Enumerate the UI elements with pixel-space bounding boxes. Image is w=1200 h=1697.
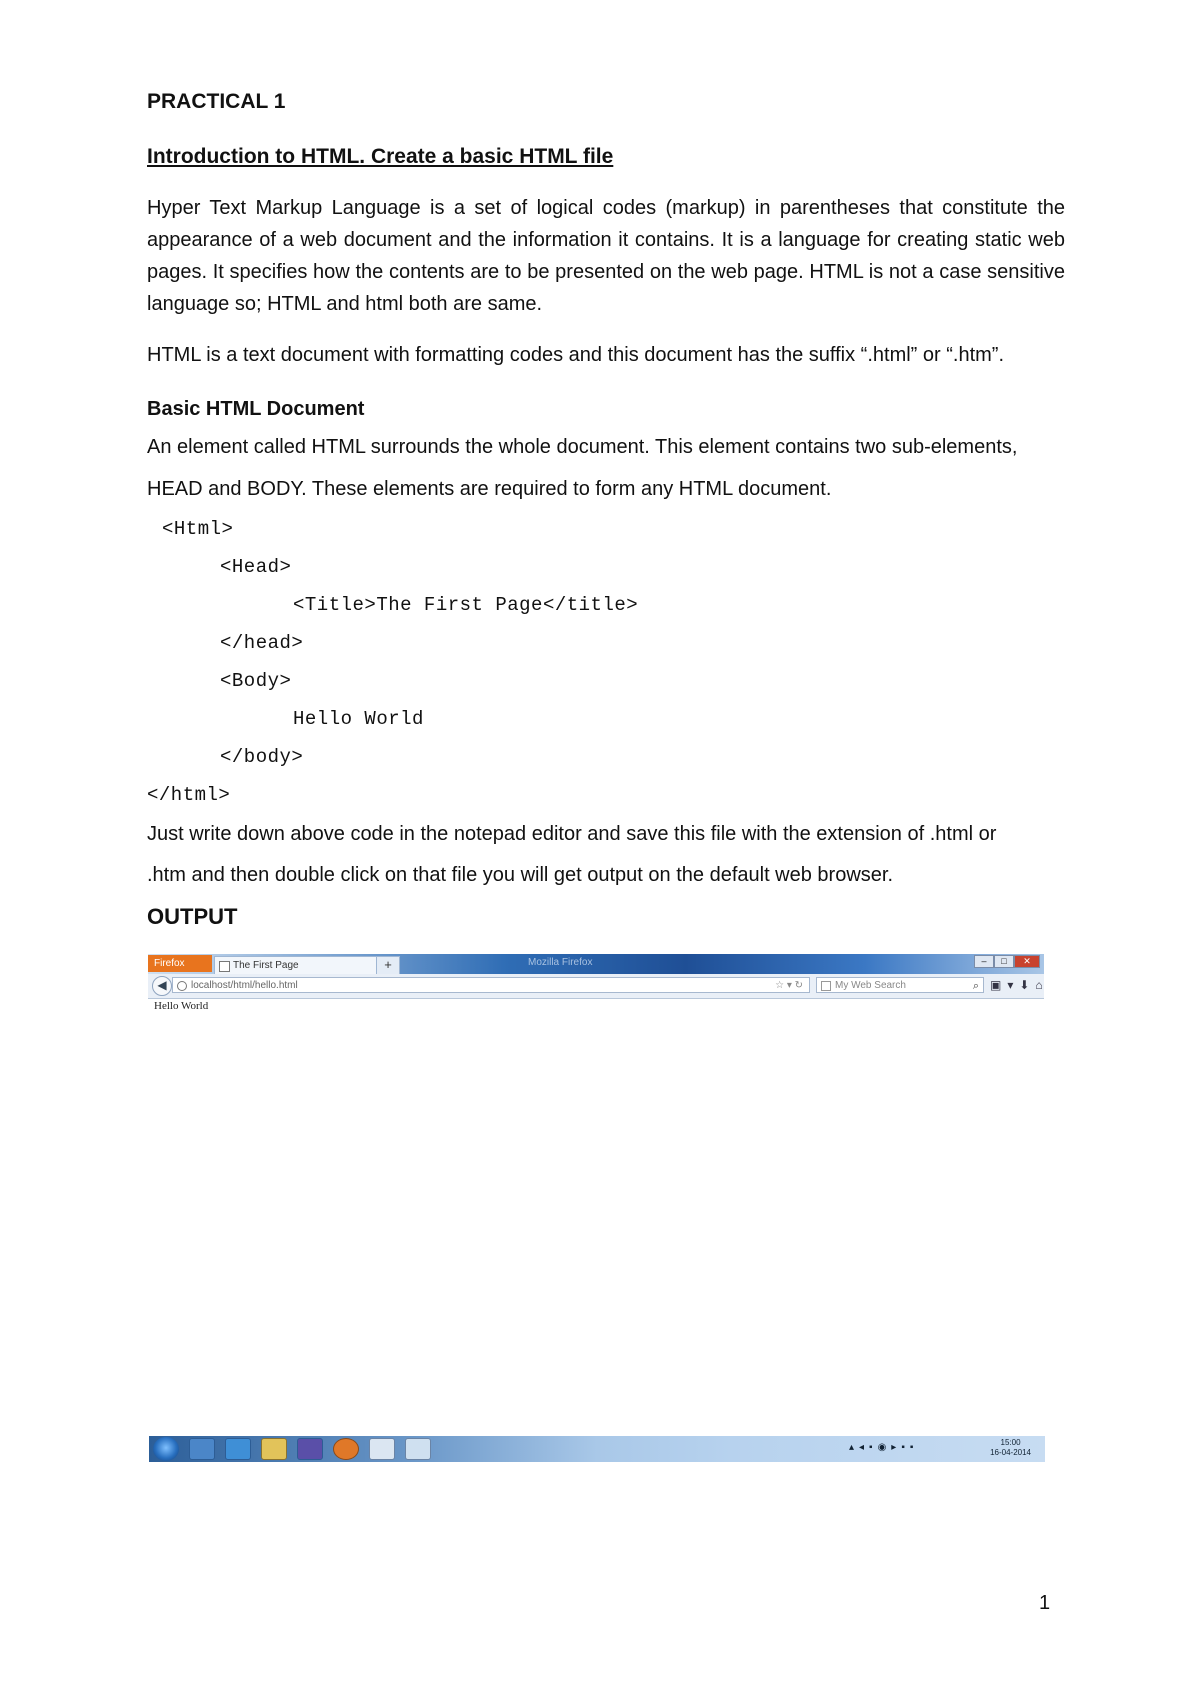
toolbar-icons[interactable]: ▣▾⬇⌂ xyxy=(990,978,1049,992)
document-app-icon[interactable] xyxy=(369,1438,395,1460)
search-input[interactable] xyxy=(816,977,984,993)
instruction-line: Just write down above code in the notepad editor and save this file with the extension of .html or xyxy=(147,823,997,845)
page-icon xyxy=(219,961,230,972)
globe-icon xyxy=(177,981,187,991)
clock-date: 16-04-2014 xyxy=(990,1448,1031,1457)
window-title: Mozilla Firefox xyxy=(528,957,593,968)
code-line: <Head> xyxy=(220,556,292,578)
bookmark-star-icon[interactable]: ☆ ▾ ↻ xyxy=(775,980,803,991)
address-bar[interactable] xyxy=(172,977,810,993)
browser-screenshot xyxy=(148,954,1049,1012)
visual-studio-icon[interactable] xyxy=(297,1438,323,1460)
suffix-paragraph: HTML is a text document with formatting codes and this document has the suffix “.html” or “.htm”. xyxy=(147,344,1005,366)
browser-navbar xyxy=(148,974,1049,999)
section-subheading: Introduction to HTML. Create a basic HTML file xyxy=(147,145,614,168)
page-number: 1 xyxy=(1039,1592,1051,1614)
instruction-line-2: .htm and then double click on that file you will get output on the default web browser. xyxy=(147,864,894,886)
code-line: </head> xyxy=(220,632,304,654)
intro-paragraph: Hyper Text Markup Language is a set of logical codes (markup) in parentheses that constitute the appearance of a web document and the information it contains. It is a language for creating static web pages. It specifies how the contents are to be presented on the web page. HTML is not a case sensitive language so; HTML and html both are same. xyxy=(147,197,1065,315)
minimize-icon[interactable]: – xyxy=(974,955,994,968)
internet-explorer-icon[interactable] xyxy=(225,1438,251,1460)
close-icon[interactable]: ✕ xyxy=(1014,955,1040,968)
clock-time: 15:00 xyxy=(1000,1438,1021,1447)
practical-heading: PRACTICAL 1 xyxy=(147,90,286,113)
browser-titlebar xyxy=(148,954,1044,974)
code-line: <Title>The First Page</title> xyxy=(293,594,639,616)
start-button-icon[interactable] xyxy=(153,1437,179,1461)
browser-tab[interactable] xyxy=(214,956,379,974)
basic-html-title: Basic HTML Document xyxy=(147,398,365,420)
code-line: <Html> xyxy=(162,518,234,540)
search-icon[interactable]: ⌕ xyxy=(972,980,979,992)
tab-title: The First Page xyxy=(233,960,299,971)
code-line: Hello World xyxy=(293,708,424,730)
address-text: localhost/html/hello.html xyxy=(191,980,298,991)
new-tab-button[interactable]: + xyxy=(376,956,400,975)
window-controls xyxy=(974,955,1044,969)
head-body-line: HEAD and BODY. These elements are required to form any HTML document. xyxy=(147,478,832,500)
folder-icon[interactable] xyxy=(261,1438,287,1460)
windows-taskbar xyxy=(149,1436,1045,1462)
code-line: </body> xyxy=(220,746,304,768)
search-placeholder: My Web Search xyxy=(835,980,906,991)
search-engine-icon xyxy=(821,981,831,991)
code-line: </html> xyxy=(147,784,231,806)
output-label: OUTPUT xyxy=(147,904,238,929)
back-arrow-icon[interactable]: ◀ xyxy=(152,976,172,996)
media-player-icon[interactable] xyxy=(189,1438,215,1460)
paint-icon[interactable] xyxy=(405,1438,431,1460)
firefox-menu-button[interactable]: Firefox xyxy=(148,955,212,972)
taskbar-clock[interactable] xyxy=(990,1438,1031,1458)
rendered-page-text: Hello World xyxy=(154,1000,209,1012)
maximize-icon[interactable]: □ xyxy=(994,955,1014,968)
code-line: <Body> xyxy=(220,670,292,692)
system-tray-icons[interactable]: ▴◂▪◉▸▪▪ xyxy=(849,1442,919,1453)
html-element-line: An element called HTML surrounds the whole document. This element contains two sub-elements, xyxy=(147,436,1018,458)
firefox-icon[interactable] xyxy=(333,1438,359,1460)
